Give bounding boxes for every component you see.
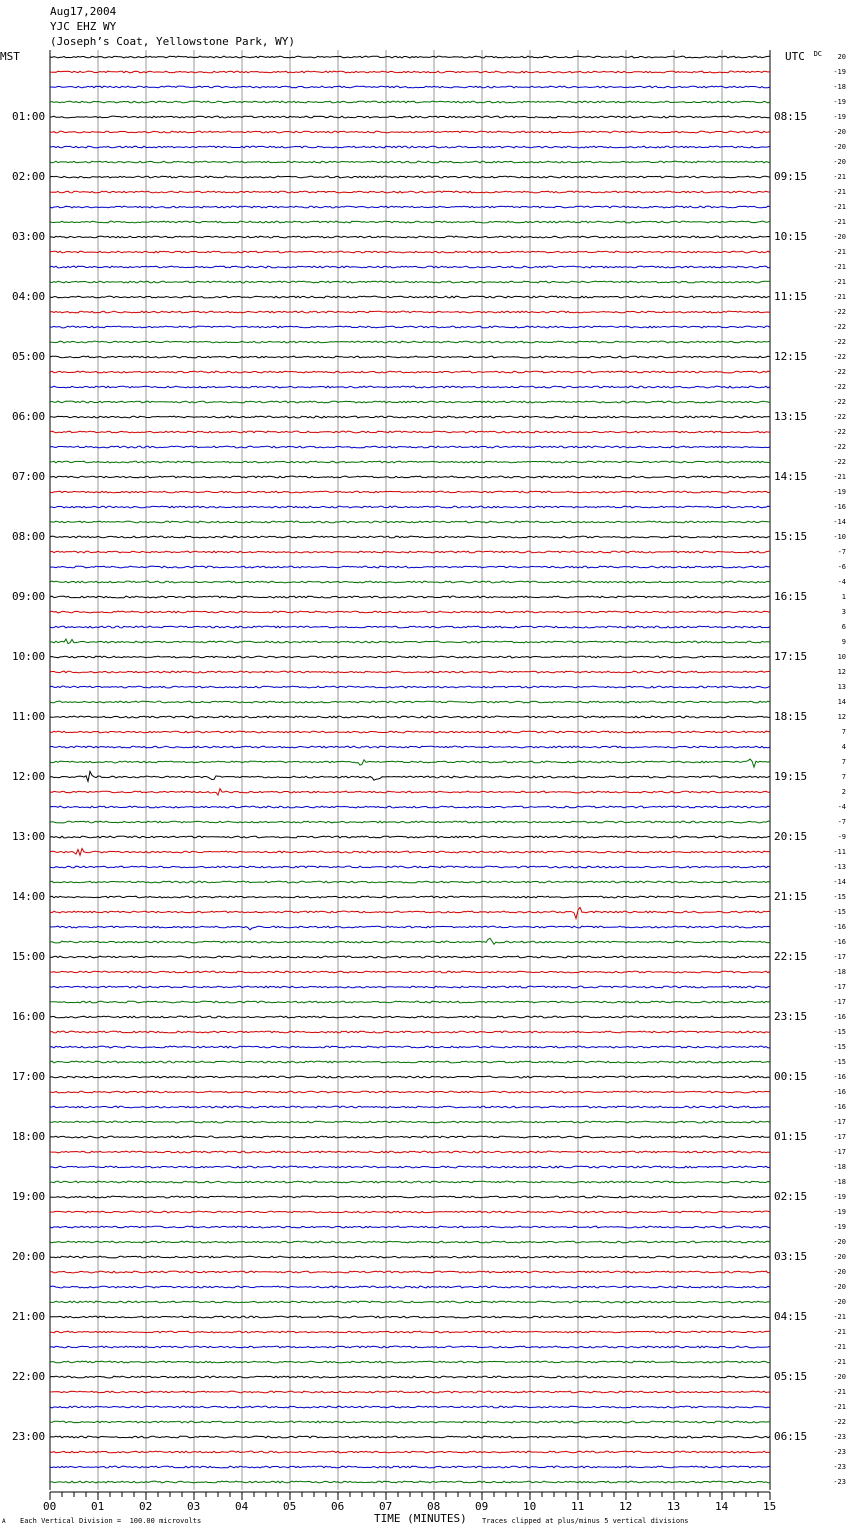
seismic-trace — [50, 101, 770, 103]
x-tick-label: 00 — [43, 1500, 57, 1513]
left-hour-label: 12:00 — [12, 770, 46, 783]
seismic-trace — [50, 1271, 770, 1273]
seismic-trace — [50, 1181, 770, 1183]
dc-offset-label: 12 — [837, 668, 846, 676]
dc-offset-label: -22 — [833, 323, 846, 331]
seismic-trace — [50, 1466, 770, 1468]
dc-offset-label: -9 — [837, 833, 846, 841]
seismic-trace — [50, 1406, 770, 1408]
seismic-trace — [50, 671, 770, 673]
dc-offset-label: -20 — [833, 1373, 846, 1381]
seismic-trace — [50, 1241, 770, 1243]
left-hour-label: 11:00 — [12, 710, 46, 723]
seismic-trace — [50, 836, 770, 838]
seismic-trace — [50, 1316, 770, 1318]
left-timezone-label: MST — [0, 50, 20, 63]
x-tick-label: 08 — [427, 1500, 441, 1513]
dc-offset-label: -11 — [833, 848, 846, 856]
left-hour-label: 23:00 — [12, 1430, 46, 1443]
seismic-trace — [50, 551, 770, 553]
right-hour-label: 12:15 — [774, 350, 808, 363]
right-hour-label: 00:15 — [774, 1070, 808, 1083]
left-hour-label: 01:00 — [12, 110, 46, 123]
right-hour-label: 17:15 — [774, 650, 808, 663]
left-hour-label: 15:00 — [12, 950, 46, 963]
dc-offset-label: -20 — [833, 1268, 846, 1276]
seismic-trace — [50, 866, 770, 868]
dc-offset-label: -23 — [833, 1478, 846, 1486]
corner-mark: A — [2, 1518, 6, 1525]
left-hour-label: 16:00 — [12, 1010, 46, 1023]
right-hour-label: 16:15 — [774, 590, 808, 603]
seismic-trace — [50, 986, 770, 988]
dc-offset-label: -21 — [833, 1358, 846, 1366]
seismic-trace — [50, 656, 770, 658]
seismic-trace — [50, 386, 770, 388]
x-axis-label: TIME (MINUTES) — [374, 1512, 467, 1525]
dc-offset-label: -22 — [833, 338, 846, 346]
x-tick-label: 01 — [91, 1500, 105, 1513]
dc-offset-label: -19 — [833, 98, 846, 106]
dc-offset-label: 3 — [841, 608, 846, 616]
seismic-trace — [50, 341, 770, 343]
dc-offset-label: -20 — [833, 143, 846, 151]
seismic-trace — [50, 1391, 770, 1393]
seismic-trace — [50, 176, 770, 178]
x-tick-label: 11 — [571, 1500, 585, 1513]
dc-offset-label: -20 — [833, 1283, 846, 1291]
dc-offset-label: -22 — [833, 413, 846, 421]
seismic-trace — [50, 491, 770, 493]
dc-offset-label: -18 — [833, 83, 846, 91]
plot-date: Aug17,2004 — [50, 5, 117, 18]
dc-offset-label: -20 — [833, 1298, 846, 1306]
seismic-trace — [50, 1421, 770, 1423]
x-tick-label: 12 — [619, 1500, 633, 1513]
seismic-trace — [50, 461, 770, 463]
right-hour-label: 06:15 — [774, 1430, 808, 1443]
left-hour-label: 04:00 — [12, 290, 46, 303]
left-hour-label: 21:00 — [12, 1310, 46, 1323]
dc-offset-label: -21 — [833, 1313, 846, 1321]
dc-offset-label: -7 — [837, 548, 846, 556]
seismic-trace — [50, 161, 770, 163]
seismic-trace — [50, 716, 770, 718]
dc-offset-label: -21 — [833, 218, 846, 226]
right-hour-label: 08:15 — [774, 110, 808, 123]
seismic-trace — [50, 759, 770, 767]
x-tick-label: 09 — [475, 1500, 489, 1513]
dc-offset-label: 13 — [837, 683, 846, 691]
seismic-trace — [50, 476, 770, 478]
dc-offset-label: 7 — [841, 728, 846, 736]
dc-offset-label: -13 — [833, 863, 846, 871]
seismic-trace — [50, 431, 770, 433]
left-hour-label: 20:00 — [12, 1250, 46, 1263]
dc-offset-label: 4 — [841, 743, 846, 751]
dc-offset-label: -15 — [833, 1043, 846, 1051]
station-location: (Joseph’s Coat, Yellowstone Park, WY) — [50, 35, 296, 48]
left-hour-label: 17:00 — [12, 1070, 46, 1083]
seismic-trace — [50, 896, 770, 898]
left-hour-label: 07:00 — [12, 470, 46, 483]
dc-offset-label: -16 — [833, 938, 846, 946]
seismic-trace — [50, 1226, 770, 1228]
dc-offset-label: -16 — [833, 1013, 846, 1021]
seismic-trace — [50, 789, 770, 795]
dc-offset-label: -23 — [833, 1448, 846, 1456]
dc-offset-label: -22 — [833, 353, 846, 361]
seismic-trace — [50, 1001, 770, 1003]
seismic-trace — [50, 326, 770, 328]
dc-offset-label: -21 — [833, 188, 846, 196]
left-hour-label: 02:00 — [12, 170, 46, 183]
seismic-trace — [50, 1256, 770, 1258]
left-hour-label: 06:00 — [12, 410, 46, 423]
left-hour-label: 03:00 — [12, 230, 46, 243]
seismic-trace — [50, 1451, 770, 1453]
right-hour-label: 04:15 — [774, 1310, 808, 1323]
x-tick-label: 15 — [763, 1500, 777, 1513]
seismic-trace — [50, 116, 770, 118]
dc-offset-label: -17 — [833, 1118, 846, 1126]
right-hour-label: 11:15 — [774, 290, 808, 303]
left-hour-label: 05:00 — [12, 350, 46, 363]
dc-offset-label: 14 — [837, 698, 846, 706]
seismic-trace — [50, 206, 770, 208]
dc-offset-label: -16 — [833, 923, 846, 931]
dc-offset-label: -7 — [837, 818, 846, 826]
clipping-note: Traces clipped at plus/minus 5 vertical divisions — [482, 1517, 689, 1525]
right-hour-label: 23:15 — [774, 1010, 808, 1023]
dc-offset-label: -21 — [833, 263, 846, 271]
seismic-trace — [50, 907, 770, 918]
left-hour-label: 19:00 — [12, 1190, 46, 1203]
seismic-trace — [50, 956, 770, 958]
seismic-trace — [50, 1061, 770, 1063]
seismic-trace — [50, 771, 770, 781]
dc-offset-label: -22 — [833, 383, 846, 391]
seismic-trace — [50, 281, 770, 283]
seismic-trace — [50, 581, 770, 583]
seismic-trace — [50, 596, 770, 598]
dc-offset-label: -23 — [833, 1433, 846, 1441]
x-tick-label: 06 — [331, 1500, 345, 1513]
seismic-trace — [50, 1031, 770, 1033]
dc-offset-label: 10 — [837, 653, 846, 661]
seismic-trace — [50, 639, 770, 644]
dc-offset-label: 20 — [837, 53, 846, 61]
seismic-trace — [50, 971, 770, 973]
seismic-trace — [50, 731, 770, 733]
dc-offset-label: -20 — [833, 1238, 846, 1246]
right-timezone-label: UTC — [785, 50, 805, 63]
dc-offset-label: -17 — [833, 1148, 846, 1156]
dc-offset-label: -18 — [833, 1163, 846, 1171]
seismic-trace — [50, 849, 770, 856]
seismic-trace — [50, 566, 770, 568]
seismic-trace — [50, 371, 770, 373]
right-hour-label: 09:15 — [774, 170, 808, 183]
seismic-trace — [50, 1166, 770, 1168]
right-hour-label: 20:15 — [774, 830, 808, 843]
dc-offset-label: 2 — [841, 788, 846, 796]
dc-offset-label: -22 — [833, 398, 846, 406]
dc-offset-label: 7 — [841, 773, 846, 781]
seismic-trace — [50, 71, 770, 73]
seismic-trace — [50, 626, 770, 628]
seismic-trace — [50, 686, 770, 688]
seismic-trace — [50, 611, 770, 613]
seismic-trace — [50, 221, 770, 223]
dc-offset-label: -22 — [833, 368, 846, 376]
dc-offset-label: -22 — [833, 443, 846, 451]
seismic-trace — [50, 236, 770, 238]
seismic-trace — [50, 1046, 770, 1048]
dc-offset-label: -20 — [833, 158, 846, 166]
dc-offset-label: -14 — [833, 878, 846, 886]
dc-offset-label: -4 — [837, 803, 846, 811]
right-hour-label: 18:15 — [774, 710, 808, 723]
dc-offset-label: -19 — [833, 1193, 846, 1201]
left-hour-label: 08:00 — [12, 530, 46, 543]
seismic-trace — [50, 446, 770, 448]
seismic-trace — [50, 1151, 770, 1153]
dc-offset-label: -21 — [833, 473, 846, 481]
seismic-trace — [50, 1376, 770, 1378]
seismic-trace — [50, 806, 770, 808]
seismic-trace — [50, 1361, 770, 1363]
dc-offset-label: -22 — [833, 308, 846, 316]
seismic-trace — [50, 86, 770, 88]
right-hour-label: 01:15 — [774, 1130, 808, 1143]
dc-offset-label: -20 — [833, 128, 846, 136]
dc-offset-label: -18 — [833, 968, 846, 976]
seismic-trace — [50, 131, 770, 133]
dc-offset-label: -17 — [833, 998, 846, 1006]
dc-offset-label: -15 — [833, 1058, 846, 1066]
plot-title: YJC EHZ WY — [50, 20, 117, 33]
seismic-trace — [50, 1076, 770, 1078]
dc-offset-label: -17 — [833, 983, 846, 991]
dc-offset-label: -15 — [833, 893, 846, 901]
seismic-trace — [50, 1481, 770, 1483]
x-tick-label: 03 — [187, 1500, 201, 1513]
seismic-trace — [50, 401, 770, 403]
right-hour-label: 13:15 — [774, 410, 808, 423]
dc-offset-label: -22 — [833, 428, 846, 436]
seismic-trace — [50, 536, 770, 538]
seismic-trace — [50, 938, 770, 944]
x-tick-label: 14 — [715, 1500, 729, 1513]
right-hour-label: 03:15 — [774, 1250, 808, 1263]
left-hour-label: 13:00 — [12, 830, 46, 843]
dc-offset-label: 9 — [841, 638, 846, 646]
seismic-trace — [50, 266, 770, 268]
seismic-trace — [50, 191, 770, 193]
right-hour-label: 19:15 — [774, 770, 808, 783]
seismic-trace — [50, 416, 770, 418]
seismic-trace — [50, 1346, 770, 1348]
right-hour-label: 02:15 — [774, 1190, 808, 1203]
dc-offset-label: -17 — [833, 1133, 846, 1141]
seismic-trace — [50, 1121, 770, 1123]
dc-offset-label: -21 — [833, 1343, 846, 1351]
dc-offset-label: -16 — [833, 1073, 846, 1081]
x-tick-label: 05 — [283, 1500, 297, 1513]
seismic-trace — [50, 146, 770, 148]
dc-offset-label: -20 — [833, 1253, 846, 1261]
seismic-trace — [50, 1436, 770, 1438]
dc-offset-header: DC — [813, 50, 822, 58]
seismic-trace — [50, 926, 770, 930]
seismic-trace — [50, 1091, 770, 1093]
dc-offset-label: -19 — [833, 1223, 846, 1231]
dc-offset-label: -10 — [833, 533, 846, 541]
dc-offset-label: -15 — [833, 1028, 846, 1036]
dc-offset-label: -22 — [833, 1418, 846, 1426]
right-hour-label: 14:15 — [774, 470, 808, 483]
vertical-scale-note: Each Vertical Division = 100.00 microvolts — [20, 1517, 202, 1525]
dc-offset-label: -21 — [833, 1388, 846, 1396]
left-hour-label: 09:00 — [12, 590, 46, 603]
right-hour-label: 22:15 — [774, 950, 808, 963]
seismic-trace — [50, 506, 770, 508]
dc-offset-label: -21 — [833, 278, 846, 286]
seismic-trace — [50, 881, 770, 883]
seismic-trace — [50, 821, 770, 823]
dc-offset-label: -19 — [833, 1208, 846, 1216]
x-tick-label: 04 — [235, 1500, 249, 1513]
dc-offset-label: -19 — [833, 68, 846, 76]
dc-offset-label: -23 — [833, 1463, 846, 1471]
dc-offset-label: 7 — [841, 758, 846, 766]
x-tick-label: 13 — [667, 1500, 681, 1513]
left-hour-label: 22:00 — [12, 1370, 46, 1383]
seismic-trace — [50, 1136, 770, 1138]
dc-offset-label: -22 — [833, 458, 846, 466]
dc-offset-label: 12 — [837, 713, 846, 721]
seismic-trace — [50, 1106, 770, 1108]
dc-offset-label: -6 — [837, 563, 846, 571]
right-hour-label: 05:15 — [774, 1370, 808, 1383]
x-tick-label: 10 — [523, 1500, 537, 1513]
left-hour-label: 18:00 — [12, 1130, 46, 1143]
seismic-trace — [50, 296, 770, 298]
seismic-trace — [50, 521, 770, 523]
right-hour-label: 21:15 — [774, 890, 808, 903]
seismic-trace — [50, 1211, 770, 1213]
seismic-trace — [50, 56, 770, 58]
x-tick-label: 02 — [139, 1500, 153, 1513]
left-hour-label: 10:00 — [12, 650, 46, 663]
dc-offset-label: -14 — [833, 518, 846, 526]
dc-offset-label: -21 — [833, 203, 846, 211]
dc-offset-label: -19 — [833, 113, 846, 121]
dc-offset-label: -21 — [833, 173, 846, 181]
seismic-trace — [50, 701, 770, 703]
dc-offset-label: -4 — [837, 578, 846, 586]
seismic-trace — [50, 1301, 770, 1303]
dc-offset-label: 6 — [841, 623, 846, 631]
dc-offset-label: -21 — [833, 248, 846, 256]
seismic-trace — [50, 1196, 770, 1198]
dc-offset-label: -15 — [833, 908, 846, 916]
dc-offset-label: -16 — [833, 503, 846, 511]
right-hour-label: 10:15 — [774, 230, 808, 243]
seismic-trace — [50, 311, 770, 313]
dc-offset-label: 1 — [841, 593, 846, 601]
right-hour-label: 15:15 — [774, 530, 808, 543]
left-hour-label: 14:00 — [12, 890, 46, 903]
dc-offset-label: -16 — [833, 1088, 846, 1096]
seismic-trace — [50, 251, 770, 253]
seismic-trace — [50, 746, 770, 748]
seismic-trace — [50, 1331, 770, 1333]
seismic-trace — [50, 1286, 770, 1288]
dc-offset-label: -18 — [833, 1178, 846, 1186]
dc-offset-label: -20 — [833, 233, 846, 241]
dc-offset-label: -21 — [833, 1328, 846, 1336]
dc-offset-label: -21 — [833, 1403, 846, 1411]
x-tick-label: 07 — [379, 1500, 393, 1513]
dc-offset-label: -17 — [833, 953, 846, 961]
dc-offset-label: -21 — [833, 293, 846, 301]
seismic-trace — [50, 1016, 770, 1018]
seismic-trace — [50, 356, 770, 358]
dc-offset-label: -19 — [833, 488, 846, 496]
dc-offset-label: -16 — [833, 1103, 846, 1111]
